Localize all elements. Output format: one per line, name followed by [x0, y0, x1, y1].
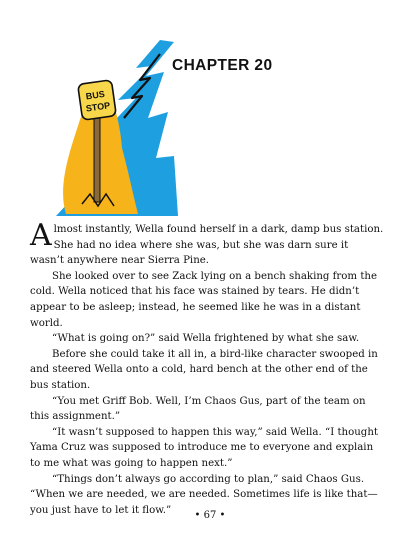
paragraph-5: “You met Griff Bob. Well, I’m Chaos Gus, part of the team on this assignment.” — [30, 395, 366, 423]
paragraph-1-text: lmost instantly, Wella found herself in a dark, damp bus station. She had no idea where she was, but she was darn sure it wasn’t anywhere near Sierra Pine. — [30, 224, 384, 267]
bus-stop-sign-text-2: STOP — [85, 100, 111, 114]
paragraph-7: “Things don’t always go according to plan,” said Chaos Gus. “When we are needed, we are needed. Sometimes life is like that—you just have to let it flow.” — [30, 473, 378, 516]
page-number: • 67 • — [194, 510, 226, 521]
chapter-title: CHAPTER 20 — [172, 57, 273, 74]
bus-stop-pole — [94, 116, 100, 202]
bus-stop-sign — [78, 80, 117, 120]
body-text — [30, 218, 384, 518]
paragraph-2: She looked over to see Zack lying on a bench shaking from the cold. Wella noticed that his face was stained by tears. He didn’t appear to be asleep; instead, he seemed like he was in a distant world. — [30, 270, 378, 329]
bus-stop-sign-text-1: BUS — [85, 88, 106, 102]
paragraph-4: Before she could take it all in, a bird-like character swooped in and steered Wella onto a cold, hard bench at the other end of the bus station. — [30, 348, 378, 391]
paragraph-1 — [30, 218, 384, 269]
paragraph-6: “It wasn’t supposed to happen this way,” said Wella. “I thought Yama Cruz was supposed to introduce me to everyone and explain to me what was going to happen next.” — [30, 426, 378, 469]
bus-stop-illustration — [28, 38, 188, 216]
paragraph-3: “What is going on?” said Wella frightened by what she saw. — [52, 333, 360, 345]
drop-cap: A — [30, 218, 52, 253]
